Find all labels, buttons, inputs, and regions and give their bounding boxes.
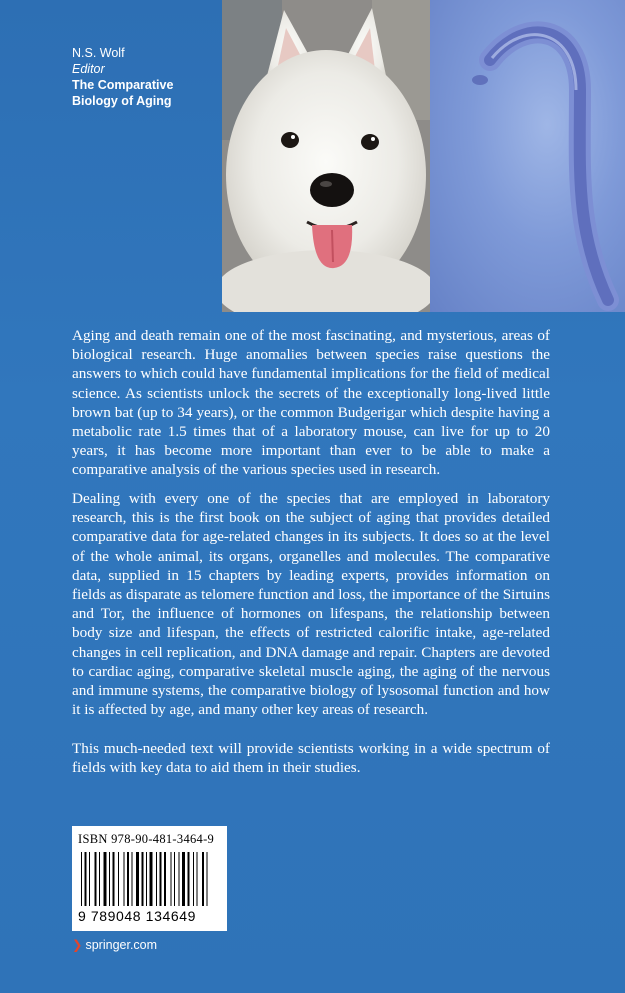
description-paragraph-3: This much-needed text will provide scientists working in a wide spectrum of fields with key data to aid them in their studies.: [72, 740, 550, 777]
header-block: [72, 45, 212, 109]
description-paragraph-1: Aging and death remain one of the most fascinating, and mysterious, areas of biological research. Huge anomalies between species raise questions the answers to which could have fundamental implications for the field of medical science. As scientists unlock the secrets of the exceptionally long-lived little brown bat (up to 34 years), or the common Budgerigar which despite having a metabolic rate 1.5 times that of a laboratory mouse, can live for up to 20 years, it has become more important than ever to be able to make a comparative analysis of the various species used in research.: [72, 327, 550, 479]
barcode-bars: [77, 852, 222, 906]
publisher-link[interactable]: [72, 937, 157, 952]
book-title-line-1: The Comparative: [72, 78, 174, 92]
book-title-line-2: Biology of Aging: [72, 94, 172, 108]
description-paragraph-2: Dealing with every one of the species that are employed in laboratory research, this is the first book on the subject of aging that provides detailed comparative data for age-related changes in its subjects. It does so at the level of the whole animal, its organs, organelles and molecules. The comparative data, supplied in 15 chapters by leading experts, provides information on fields as disparate as telomere function and loss, the importance of the Sirtuins and Tor, the influence of hormones on lifespans, the relationship between body size and lifespan, the effects of restricted calorific intake, age-related changes in cell replication, and DNA damage and repair. Chapters are devoted to cardiac aging, comparative skeletal muscle aging, the aging of the nervous and immune systems, the comparative biology of lysosomal function and how it is affected by age, and many other key areas of research.: [72, 490, 550, 719]
isbn-barcode: [72, 826, 227, 931]
isbn-number: ISBN 978-90-481-3464-9: [78, 832, 215, 846]
dog-illustration: [222, 0, 430, 312]
editor-role: Editor: [72, 62, 105, 76]
nematode-illustration: [430, 0, 625, 312]
dog-photo: [222, 0, 430, 312]
barcode-digits: 9 789048 134649: [78, 908, 196, 924]
chevron-right-icon: ❯: [72, 938, 83, 952]
author-name: N.S. Wolf: [72, 46, 125, 60]
publisher-website: springer.com: [85, 938, 158, 952]
nematode-photo: [430, 0, 625, 312]
